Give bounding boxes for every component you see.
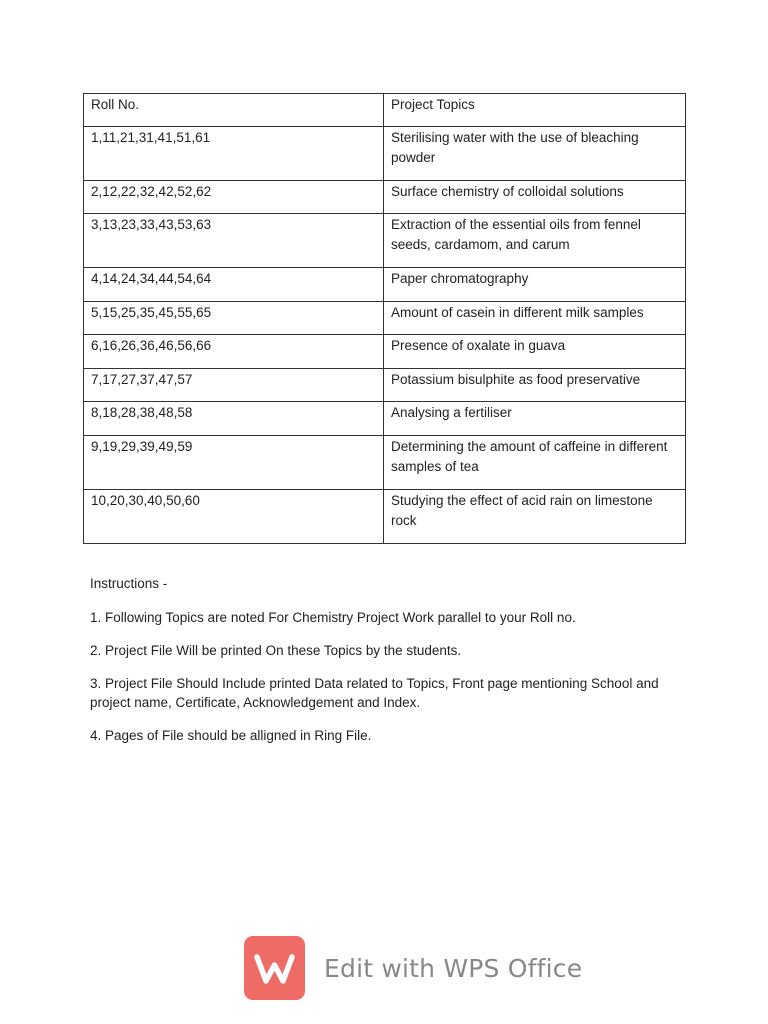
roll-numbers-cell: 5,15,25,35,45,55,65 <box>84 302 384 335</box>
table-row <box>84 302 686 335</box>
table-row <box>84 402 686 436</box>
roll-numbers-cell: 7,17,27,37,47,57 <box>84 369 384 402</box>
topic-cell: Determining the amount of caffeine in different samples of tea <box>384 436 686 490</box>
topic-cell: Presence of oxalate in guava <box>384 335 686 369</box>
roll-numbers-cell: 1,11,21,31,41,51,61 <box>84 127 384 181</box>
instruction-item: 4. Pages of File should be alligned in Ring File. <box>90 728 372 743</box>
roll-numbers-cell: 2,12,22,32,42,52,62 <box>84 181 384 214</box>
instructions-section <box>90 574 690 759</box>
topic-cell: Potassium bisulphite as food preservative <box>384 369 686 402</box>
project-topics-table <box>83 93 686 544</box>
topic-cell: Sterilising water with the use of bleaching powder <box>384 127 686 181</box>
instruction-item: 3. Project File Should Include printed Data related to Topics, Front page mentioning School and project name, Certificate, Acknowledgement and Index. <box>90 675 659 710</box>
wps-logo-glyph <box>244 936 305 1000</box>
topic-cell: Amount of casein in different milk samples <box>384 302 686 335</box>
table-row <box>84 181 686 214</box>
roll-numbers-cell: 6,16,26,36,46,56,66 <box>84 335 384 369</box>
instruction-item: 2. Project File Will be printed On these Topics by the students. <box>90 642 462 658</box>
instruction-item: 1. Following Topics are noted For Chemistry Project Work parallel to your Roll no. <box>90 609 576 625</box>
wps-office-logo-icon <box>244 936 305 1000</box>
wps-banner-label: Edit with WPS Office <box>324 953 583 983</box>
topic-cell: Studying the effect of acid rain on limestone rock <box>384 490 686 544</box>
table-row <box>84 436 686 490</box>
topic-cell: Analysing a fertiliser <box>384 402 686 436</box>
header-project-topics: Project Topics <box>384 94 686 127</box>
table-row <box>84 369 686 402</box>
header-roll-no: Roll No. <box>84 94 384 127</box>
roll-numbers-cell: 8,18,28,38,48,58 <box>84 402 384 436</box>
instructions-heading: Instructions - <box>90 576 168 591</box>
table-row <box>84 335 686 369</box>
topic-cell: Surface chemistry of colloidal solutions <box>384 181 686 214</box>
edit-with-wps-banner[interactable] <box>244 936 582 1000</box>
roll-numbers-cell: 9,19,29,39,49,59 <box>84 436 384 490</box>
roll-numbers-cell: 10,20,30,40,50,60 <box>84 490 384 544</box>
table-header-row <box>84 94 686 127</box>
table-row <box>84 214 686 268</box>
roll-numbers-cell: 3,13,23,33,43,53,63 <box>84 214 384 268</box>
table-row <box>84 268 686 302</box>
roll-numbers-cell: 4,14,24,34,44,54,64 <box>84 268 384 302</box>
table-row <box>84 490 686 544</box>
table-row <box>84 127 686 181</box>
topic-cell: Extraction of the essential oils from fennel seeds, cardamom, and carum <box>384 214 686 268</box>
topic-cell: Paper chromatography <box>384 268 686 302</box>
